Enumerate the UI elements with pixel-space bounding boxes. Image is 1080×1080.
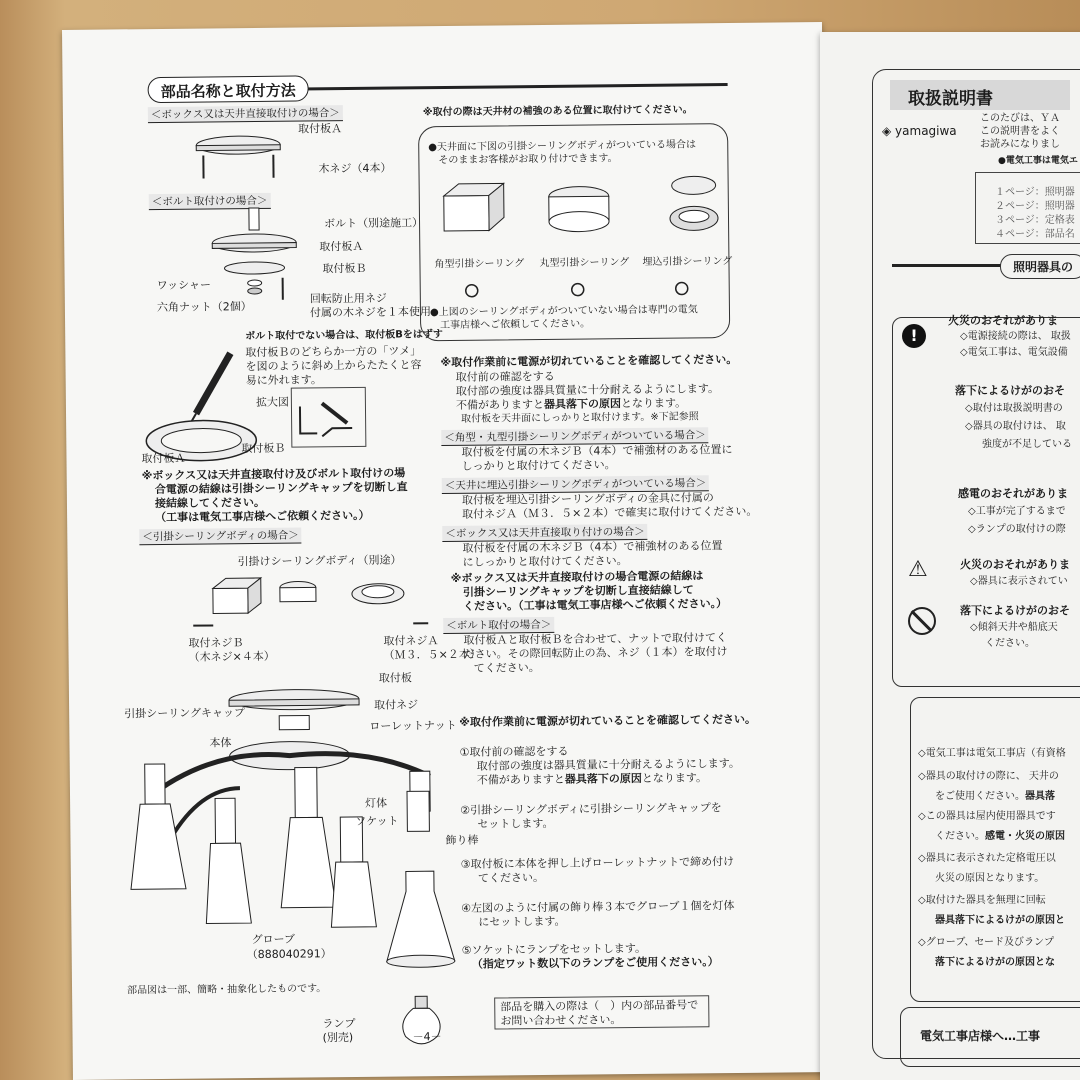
embedded-2: 取付ネジＡ（Ｍ３．５×２本）で確実に取付けてください。 xyxy=(462,504,758,521)
label-plate-b-2: 取付板Ｂ xyxy=(241,441,286,456)
tag-box-mount: ＜ボックス又は天井直接取付けの場合＞ xyxy=(148,105,343,123)
caution-4: ◇この器具は屋内使用器具です xyxy=(918,811,1056,822)
label-plate-a: 取付板Ａ xyxy=(297,122,343,136)
label-lamp: ランプ xyxy=(322,1016,356,1031)
label-zoom: 拡大図 xyxy=(255,395,289,409)
bolt-text-2: ださい。その際回転防止の為、ネジ（１本）を取付け xyxy=(463,645,728,661)
embedded-1: 取付板を埋込引掛シーリングボディの金具に付属の xyxy=(461,491,714,507)
label-lamp-body: 灯体 xyxy=(365,796,388,810)
label-mount-screw: 取付ネジ xyxy=(374,698,419,712)
warning-3-title: 感電のおそれがありま xyxy=(958,487,1068,500)
ceiling-square-label: 角型引掛シーリング xyxy=(434,258,525,271)
tag-box-direct: ＜ボックス又は天井直接取り付けの場合＞ xyxy=(442,524,648,542)
confirm-power-note: ※取付作業前に電源が切れていることを確認してください。 xyxy=(440,352,738,370)
step-1a: 取付部の強度は器具質量に十分耐えるようにします。 xyxy=(476,756,740,773)
label-antirotation-screw-note: 付属の木ネジを１本使用 xyxy=(309,305,432,320)
manual-page-4 xyxy=(62,22,833,1080)
caution-10: ◇グローブ、セード及びランプ xyxy=(918,937,1054,948)
label-washer: ワッシャー xyxy=(156,278,211,293)
toc-item: ３ページ：定格表 xyxy=(995,215,1075,226)
step-4: ④左図のように付属の飾り棒３本でグローブ１個を灯体 xyxy=(461,899,735,915)
warning-2-b: ◇器具の取付けは、 取 xyxy=(965,421,1066,432)
check-2: 取付部の強度は器具質量に十分耐えるようにします。 xyxy=(455,382,719,398)
label-knurled-nut: ローレットナット xyxy=(369,718,457,733)
label-screw-a-note: （Ｍ３．５×２本） xyxy=(383,647,481,662)
ceiling-text-3: ●上図のシーリングボディがついていない場合は専門の電気 xyxy=(429,304,698,319)
caution-8: ◇取付けた器具を無理に回転 xyxy=(918,895,1046,906)
page-number: －4－ xyxy=(412,1030,442,1044)
warning-3-a: ◇工事が完了するまで xyxy=(968,506,1066,517)
notice-remove-plate-b: ボルト取付でない場合は、取付板Bをはずす xyxy=(245,329,443,343)
ceiling-text-4: 工事店様へご依頼してください。 xyxy=(440,318,591,332)
warning-4-title: 火災のおそれがありま xyxy=(960,558,1070,571)
caution-5: ください。感電・火災の原因 xyxy=(935,831,1065,842)
ceiling-text-1: ●天井面に下図の引掛シーリングボディがついている場合は xyxy=(428,139,697,154)
check-3: 不備がありますと器具落下の原因となります。 xyxy=(455,396,687,412)
contractor-note: 電気工事店様へ…工事 xyxy=(920,1029,1041,1043)
manual-title: 取扱説明書 xyxy=(890,80,1070,110)
label-wood-screw: 木ネジ（4本） xyxy=(318,161,392,176)
ceiling-bodies-drawing xyxy=(188,571,439,639)
claw-zoom-drawing xyxy=(292,388,368,449)
step-5: ⑤ソケットにランプをセットします。 xyxy=(461,941,647,957)
label-screw-a: 取付ネジＡ xyxy=(383,634,439,648)
caution-7: 火災の原因となります。 xyxy=(935,873,1045,884)
brand-logo: ◈ yamagiwa xyxy=(882,124,957,138)
step-1b: 不備がありますと器具落下の原因となります。 xyxy=(476,771,708,787)
step-2: ②引掛シーリングボディに引掛シーリングキャップを xyxy=(460,801,722,817)
tag-bolt-mount: ＜ボルト取付けの場合＞ xyxy=(149,193,271,210)
exclamation-icon: ! xyxy=(902,324,926,348)
ceiling-embedded-label: 埋込引掛シーリング xyxy=(642,255,733,268)
bolt-text-1: 取付板Ａと取付板Ｂを合わせて、ナットで取付けてく xyxy=(463,631,728,647)
diamond-icon: ◈ xyxy=(882,124,896,138)
tag-embedded: ＜天井に埋込引掛シーリングボディがついている場合＞ xyxy=(442,475,710,494)
subtitle-rule xyxy=(892,264,1002,267)
warning-5-a: ◇傾斜天井や船底天 xyxy=(970,622,1058,633)
prohibited-icon xyxy=(908,607,936,635)
label-screw-b-note: （木ネジ×４本） xyxy=(188,649,275,664)
caution-11: 落下によるけがの原因とな xyxy=(935,957,1055,968)
text-claw-2: を図のように斜め上からたたくと容 xyxy=(245,358,422,374)
tag-bolt-2: ＜ボルト取付の場合＞ xyxy=(443,617,554,634)
text-claw-3: 易に外れます。 xyxy=(245,373,322,388)
bolt-text-3: てください。 xyxy=(473,661,540,675)
tag-ceiling-body: ＜引掛シーリングボディの場合＞ xyxy=(139,528,302,546)
confirm-power-note-2: ※取付作業前に電源が切れていることを確認してください。 xyxy=(459,712,757,729)
step-5b: （指定ワット数以下のランプをご使用ください。） xyxy=(471,955,719,971)
toc-item: ２ページ：照明器 xyxy=(995,201,1075,212)
step-3b: てください。 xyxy=(477,871,544,885)
box-direct-5: ください。（工事は電気工事店様へご依頼ください。） xyxy=(462,597,728,613)
label-lamp-sold-separately: (別売) xyxy=(322,1031,354,1045)
caution-6: ◇器具に表示された定格電圧以 xyxy=(918,853,1056,864)
label-hexnut: 六角ナット（2個） xyxy=(156,300,252,315)
caution-9: 器具落下によるけがの原因と xyxy=(935,915,1065,926)
ceiling-round-label: 丸型引掛シーリング xyxy=(539,257,630,270)
note-box-wiring-1: ※ボックス又は天井直接取付け及びボルト取付けの場 xyxy=(141,466,406,483)
toc-item: １ページ：照明器 xyxy=(995,187,1075,198)
zoom-view-box xyxy=(291,387,367,448)
label-globe-part-no: （888040291） xyxy=(246,947,332,962)
warning-2-c: 強度が不足している xyxy=(982,439,1072,450)
intro-1: このたびは、ＹＡ xyxy=(980,113,1060,124)
section-title: 部品名称と取付方法 xyxy=(147,75,308,103)
note-box-wiring-3: 接結線してください。 xyxy=(154,495,266,511)
manual-page-1 xyxy=(820,32,1080,1080)
label-plate-b: 取付板Ｂ xyxy=(322,261,367,276)
safety-subtitle: 照明器具の xyxy=(1000,254,1080,279)
fire-warning-icon: ⚠ xyxy=(908,557,928,582)
electric-note: ●電気工事は電気エ xyxy=(998,156,1078,166)
square-round-1: 取付板を付属の木ネジＢ（4本）で補強材のある位置に xyxy=(461,443,733,459)
box-direct-4: 引掛シーリングキャップを切断し直接結線して xyxy=(462,583,694,599)
note-box-wiring-4: （工事は電気工事店様へご依頼ください。） xyxy=(155,508,370,525)
warning-4-a: ◇器具に表示されてい xyxy=(970,576,1068,587)
box-direct-1: 取付板を付属の木ネジＢ（4本）で補強材のある位置 xyxy=(462,539,723,555)
intro-2: この説明書をよく xyxy=(980,126,1060,137)
label-body: 本体 xyxy=(209,736,232,750)
check-4: 取付板を天井面にしっかりと取付けます。※下記参照 xyxy=(461,411,699,425)
tag-square-round: ＜角型・丸型引掛シーリングボディがついている場合＞ xyxy=(441,427,709,446)
square-round-2: しっかりと取付けてください。 xyxy=(461,458,616,473)
label-mount-plate: 取付板 xyxy=(378,671,412,685)
label-screw-b: 取付ネジＢ xyxy=(188,636,244,650)
label-plate-a-2: 取付板Ａ xyxy=(319,239,364,254)
ceiling-types-drawing xyxy=(439,173,730,251)
caution-1: ◇電気工事は電気工事店（有資格 xyxy=(918,748,1066,759)
note-simplified: 部品図は一部、簡略・抽象化したものです。 xyxy=(127,983,327,997)
warning-1-b: ◇電気工事は、電気設備 xyxy=(960,347,1068,358)
warning-5-title: 落下によるけがのおそ xyxy=(960,604,1070,617)
label-ceiling-body: 引掛けシーリングボディ（別途） xyxy=(237,553,402,569)
label-antirotation-screw: 回転防止用ネジ xyxy=(309,291,387,306)
warning-3-b: ◇ランプの取付けの際 xyxy=(968,524,1066,535)
warning-1-a: ◇電源接続の際は、 取扱 xyxy=(960,331,1071,342)
label-globe: グローブ xyxy=(251,932,296,947)
warning-2-title: 落下によるけがのおそ xyxy=(955,384,1065,397)
step-2b: セットします。 xyxy=(477,816,554,831)
note-box-wiring-2: 合電源の結線は引掛シーリングキャップを切断し直 xyxy=(154,480,408,497)
text-claw-1: 取付板Ｂのどちらか一方の「ツメ」 xyxy=(245,344,422,360)
step-4b: にセットします。 xyxy=(478,914,566,929)
caution-2: ◇器具の取付けの際に、 天井の xyxy=(918,771,1059,782)
warning-1-title: 火災のおそれがありま xyxy=(948,314,1058,327)
step-3: ③取付板に本体を押し上げローレットナットで締め付け xyxy=(460,855,735,871)
caution-3: をご使用ください。器具落 xyxy=(935,791,1055,802)
check-1: 取付前の確認をする xyxy=(455,369,555,384)
parts-note-2: お問い合わせください。 xyxy=(500,1013,622,1028)
label-plate-a-3: 取付板Ａ xyxy=(141,451,186,466)
intro-3: お読みになりまし xyxy=(980,139,1060,150)
ceiling-option-circles xyxy=(460,278,700,301)
parts-note-1: 部品を購入の際は（ ）内の部品番号で xyxy=(500,998,699,1014)
label-socket: ソケット xyxy=(355,814,399,828)
warning-2-a: ◇取付は取扱説明書の xyxy=(965,403,1063,414)
warning-5-b: ください。 xyxy=(985,638,1035,649)
toc-item: ４ページ：部品名 xyxy=(995,229,1075,240)
box-direct-3: ※ボックス又は天井直接取付けの場合電源の結線は xyxy=(450,569,704,585)
top-note: ※取付の際は天井材の補強のある位置に取付けてください。 xyxy=(422,104,693,119)
label-ceiling-cap: 引掛シーリングキャップ xyxy=(124,706,246,721)
ceiling-text-2: そのままお客様がお取り付けできます。 xyxy=(438,153,618,167)
label-deco-rod: 飾り棒 xyxy=(445,833,479,848)
box-direct-2: にしっかりと取付けてください。 xyxy=(462,554,628,569)
plate-a-drawing xyxy=(183,132,304,188)
globe-lamp-drawing xyxy=(385,781,463,1047)
step-1: ①取付前の確認をする xyxy=(459,744,569,759)
label-bolt: ボルト（別途施工） xyxy=(323,216,424,231)
